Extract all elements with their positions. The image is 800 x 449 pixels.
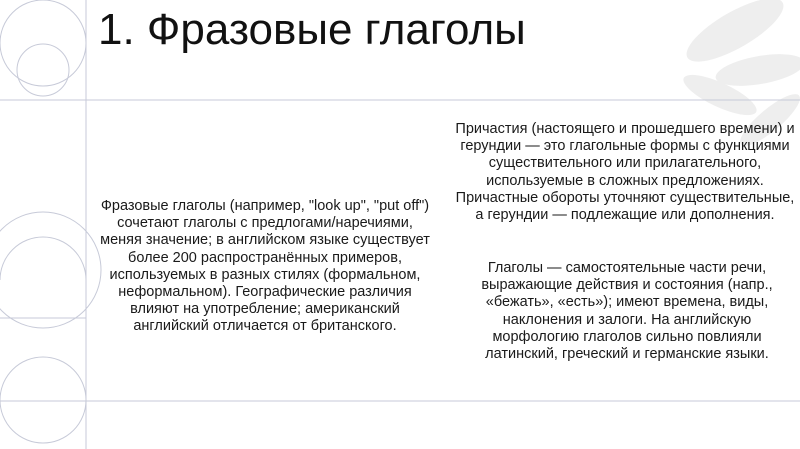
decor-arc-mid xyxy=(0,237,86,280)
right-top-text: Причастия (настоящего и прошедшего времени) и герундии — это глагольные формы с функциями существительного или прилагательного, используемые в сложных предложениях. Причастные обороты уточняют существительные, а герундии — подлежащие или дополнения. xyxy=(455,121,795,224)
decor-circle-bottom xyxy=(0,357,86,443)
right-bottom-text: Глаголы — самостоятельные части речи, выражающие действия и состояния (напр., «бежать», «есть»); имеют времена, виды, наклонения и залоги. На английскую морфологию глаголов сильно повлияли латинский, греческий и германские языки. xyxy=(481,260,773,363)
decor-circle-inner xyxy=(17,44,69,96)
decor-circle-top xyxy=(0,0,86,86)
slide-title: 1. Фразовые глаголы xyxy=(98,5,526,54)
left-body-text: Фразовые глаголы (например, "look up", "put off") сочетают глаголы с предлогами/наречиями, меняя значение; в английском языке существует более 200 распространённых примеров, используемых в разных стилях (формальном, неформальном). Географические различия влияют на употребление; американский английский отличается от британского. xyxy=(100,198,430,335)
